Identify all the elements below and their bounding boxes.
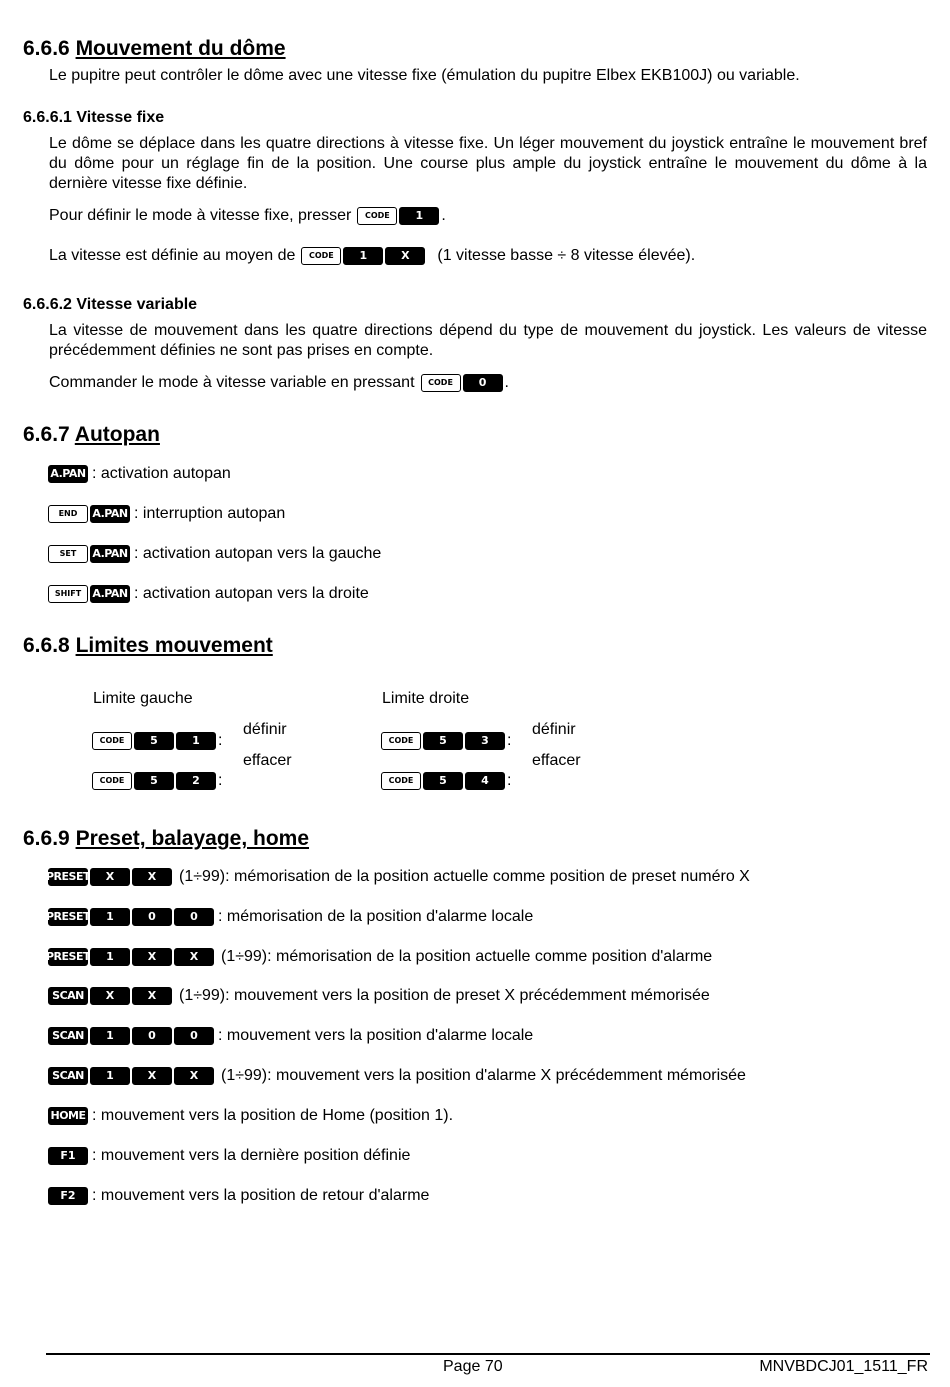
key-1: 1 — [343, 247, 383, 265]
section-6-6-8-heading: 6.6.8 Limites mouvement — [23, 634, 273, 657]
key-x: X — [174, 1067, 214, 1085]
key-1: 1 — [90, 1067, 130, 1085]
section-6-6-6-heading: 6.6.6 Mouvement du dôme — [23, 37, 286, 60]
apan-key: A.PAN — [90, 545, 130, 563]
key-1: 1 — [90, 908, 130, 926]
shift-key: SHIFT — [48, 585, 88, 603]
key-4: 4 — [465, 772, 505, 790]
right-limit-label: Limite droite — [382, 690, 470, 707]
key-2: 2 — [176, 772, 216, 790]
scan-item: SCAN 1 0 0 : mouvement vers la position d'alarme locale — [48, 1026, 533, 1046]
section-6-6-6-2-paragraph: La vitesse de mouvement dans les quatre directions dépend du type de mouvement du joystick. Les valeurs de vitesse précédemment définies ne sont pas prises en compte. — [49, 322, 927, 359]
preset-key: PRESET — [48, 908, 88, 926]
key-3: 3 — [465, 732, 505, 750]
key-0: 0 — [174, 908, 214, 926]
scan-item: SCAN 1 X X (1÷99): mouvement vers la position d'alarme X précédemment mémorisée — [48, 1066, 746, 1086]
section-6-6-6-title: Mouvement du dôme — [75, 37, 286, 60]
apan-key: A.PAN — [48, 465, 88, 483]
code-key: CODE — [421, 374, 461, 392]
autopan-item: END A.PAN : interruption autopan — [48, 504, 285, 524]
right-limit-define-label: définir — [532, 721, 576, 738]
page-number: Page 70 — [443, 1358, 503, 1375]
apan-key: A.PAN — [90, 585, 130, 603]
code-key: CODE — [92, 772, 132, 790]
key-5: 5 — [134, 732, 174, 750]
left-limit-define-keys: CODE 5 1 : — [92, 731, 222, 751]
key-x: X — [90, 868, 130, 886]
preset-key: PRESET — [48, 868, 88, 886]
scan-item: SCAN X X (1÷99): mouvement vers la position de preset X précédemment mémorisée — [48, 986, 710, 1006]
preset-item: PRESET X X (1÷99): mémorisation de la position actuelle comme position de preset numéro X — [46, 868, 750, 885]
f1-key: F1 — [48, 1147, 88, 1165]
section-6-6-7-title: Autopan — [74, 423, 160, 446]
autopan-item: SHIFT A.PAN : activation autopan vers la droite — [48, 584, 369, 604]
end-key: END — [48, 505, 88, 523]
key-x: X — [132, 948, 172, 966]
key-1: 1 — [90, 948, 130, 966]
f2-item: F2 : mouvement vers la position de retour d'alarme — [48, 1186, 429, 1206]
scan-key: SCAN — [48, 1067, 88, 1085]
key-0: 0 — [132, 908, 172, 926]
footer-rule — [46, 1353, 930, 1355]
key-x: X — [174, 948, 214, 966]
home-key: HOME — [48, 1107, 88, 1125]
section-6-6-6-1-title: 6.6.6.1 Vitesse fixe — [23, 109, 165, 126]
section-6-6-6-1-paragraph: Le dôme se déplace dans les quatre directions à vitesse fixe. Un léger mouvement du joystick entraîne le mouvement bref du dôme pour un réglage fin de la position. Une course plus ample du joystick entraîne le mouvement du dôme à la dernière vitesse fixe définie. — [49, 135, 927, 192]
key-0: 0 — [132, 1027, 172, 1045]
variable-speed-line: Commander le mode à vitesse variable en pressant CODE 0 . — [49, 374, 509, 391]
code-key: CODE — [92, 732, 132, 750]
section-6-6-9-heading: 6.6.9 Preset, balayage, home — [23, 827, 310, 850]
fixed-speed-line: Pour définir le mode à vitesse fixe, presser CODE 1 . — [49, 207, 446, 224]
code-key: CODE — [357, 207, 397, 225]
left-limit-label: Limite gauche — [93, 690, 193, 707]
left-limit-erase-keys: CODE 5 2 : — [92, 771, 222, 791]
home-item: HOME : mouvement vers la position de Home (position 1). — [48, 1106, 453, 1126]
key-5: 5 — [423, 772, 463, 790]
key-x: X — [132, 987, 172, 1005]
section-6-6-7-heading: 6.6.7 Autopan — [23, 423, 160, 446]
key-x: X — [90, 987, 130, 1005]
code-key: CODE — [381, 772, 421, 790]
f2-key: F2 — [48, 1187, 88, 1205]
scan-key: SCAN — [48, 987, 88, 1005]
key-0: 0 — [174, 1027, 214, 1045]
key-x: X — [132, 1067, 172, 1085]
set-key: SET — [48, 545, 88, 563]
preset-key: PRESET — [48, 948, 88, 966]
code-key: CODE — [301, 247, 341, 265]
key-x: X — [132, 868, 172, 886]
document-code: MNVBDCJ01_1511_FR — [759, 1358, 928, 1375]
preset-item: PRESET 1 0 0 : mémorisation de la position d'alarme locale — [46, 908, 534, 925]
key-x: X — [385, 247, 425, 265]
key-5: 5 — [423, 732, 463, 750]
f1-item: F1 : mouvement vers la dernière position définie — [48, 1146, 410, 1166]
autopan-item: A.PAN : activation autopan — [48, 464, 231, 484]
key-1: 1 — [176, 732, 216, 750]
key-1: 1 — [399, 207, 439, 225]
key-5: 5 — [134, 772, 174, 790]
left-limit-erase-label: effacer — [243, 752, 292, 769]
preset-item: PRESET 1 X X (1÷99): mémorisation de la position actuelle comme position d'alarme — [46, 948, 713, 965]
key-0: 0 — [463, 374, 503, 392]
right-limit-erase-label: effacer — [532, 752, 581, 769]
scan-key: SCAN — [48, 1027, 88, 1045]
section-6-6-6-intro: Le pupitre peut contrôler le dôme avec une vitesse fixe (émulation du pupitre Elbex EKB100J) ou variable. — [49, 67, 800, 84]
apan-key: A.PAN — [90, 505, 130, 523]
right-limit-erase-keys: CODE 5 4 : — [381, 771, 511, 791]
left-limit-define-label: définir — [243, 721, 287, 738]
code-key: CODE — [381, 732, 421, 750]
section-6-6-9-title: Preset, balayage, home — [75, 827, 310, 850]
autopan-item: SET A.PAN : activation autopan vers la gauche — [48, 544, 381, 564]
section-6-6-6-2-title: 6.6.6.2 Vitesse variable — [23, 296, 198, 313]
section-6-6-8-title: Limites mouvement — [75, 634, 273, 657]
key-1: 1 — [90, 1027, 130, 1045]
right-limit-define-keys: CODE 5 3 : — [381, 731, 511, 751]
speed-define-line: La vitesse est définie au moyen de CODE 1 X (1 vitesse basse ÷ 8 vitesse élevée). — [49, 247, 696, 264]
